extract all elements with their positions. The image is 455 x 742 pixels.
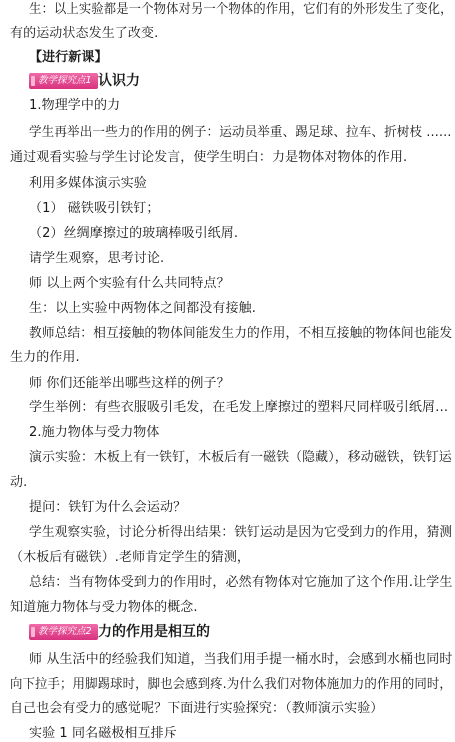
text-line: （2）丝绸摩擦过的玻璃棒吸引纸屑. [29,226,239,241]
text-line: 生：以上实验都是一个物体对另一个物体的作用，它们有的外形发生了变化， [29,2,453,17]
section-badge: 教学探究点2 [29,624,98,640]
text-line: 有的运动状态发生了改变. [10,26,159,41]
text-line: 总结：当有物体受到力的作用时，必然有物体对它施加了这个作用.让学生 [29,575,453,590]
text-line: 演示实验：木板上有一铁钉，木板后有一磁铁（隐藏），移动磁铁，铁钉运 [29,450,452,465]
text-line: 实验 1 同名磁极相互排斥 [29,726,177,741]
text-line: （木板后有磁铁）.老师肯定学生的猜测， [10,550,251,565]
text-line: 学生观察实验，讨论分析得出结果：铁钉运动是因为它受到力的作用，猜测 [29,525,453,540]
text-line: 生：以上实验中两物体之间都没有接触. [29,301,256,316]
section-title: 认识力 [98,73,140,89]
text-line: 利用多媒体演示实验 [29,176,147,191]
text-line: 教师总结：相互接触的物体间能发生力的作用，不相互接触的物体间也能发 [29,326,453,341]
section-title: 力的作用是相互的 [98,624,210,640]
text-line: 通过观看实验与学生讨论发言，使学生明白：力是物体对物体的作用. [10,150,408,165]
section-heading: 【进行新课】 [29,50,108,65]
text-line: （1） 磁铁吸引铁钉； [29,201,160,216]
text-line: 提问：铁钉为什么会运动？ [29,500,187,515]
text-line: 2.施力物体与受力物体 [29,425,160,440]
text-line: 师 以上两个实验有什么共同特点？ [29,276,230,291]
text-line: 师 从生活中的经验我们知道，当我们用手提一桶水时，会感到水桶也同时 [29,652,453,667]
text-line: 学生举例：有些衣服吸引毛发，在毛发上摩擦过的塑料尺同样吸引纸屑… [29,400,449,415]
text-line: 向下拉手；用脚踢球时，脚也会感到疼.为什么我们对物体施加力的作用的同时， [10,677,452,692]
text-line: 知道施力物体与受力物体的概念. [10,600,198,615]
text-line: 生力的作用. [10,350,80,365]
text-line: 师 你们还能举出哪些这样的例子？ [29,376,230,391]
text-line: 1.物理学中的力 [29,98,121,113]
text-line: 学生再举出一些力的作用的例子：运动员举重、踢足球、拉车、折树枝 …… [29,125,452,140]
text-line: 请学生观察，思考讨论. [29,251,165,266]
section-badge: 教学探究点1 [29,73,98,89]
text-line: 自己也会有受力的感觉呢？下面进行实验探究：（教师演示实验） [10,701,384,716]
text-line: 动. [10,475,28,490]
